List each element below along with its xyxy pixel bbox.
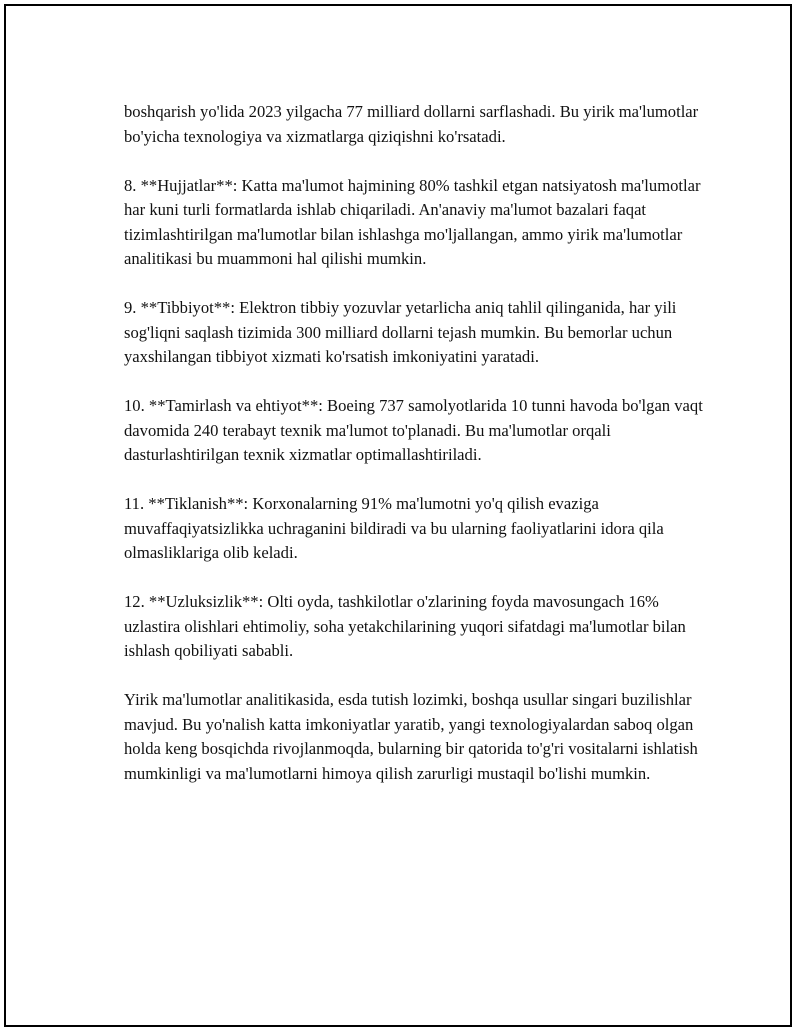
page-frame (4, 4, 792, 1027)
paragraph-intro-continuation: boshqarish yo'lida 2023 yilgacha 77 milliard dollarni sarflashadi. Bu yirik ma'lumotlar bo'yicha texnologiya va xizmatlarga qiziqishni ko'rsatadi. (124, 102, 699, 146)
paragraph-item-10-maintenance: 10. **Tamirlash va ehtiyot**: Boeing 737 samolyotlarida 10 tunni havoda bo'lgan vaqt davomida 240 terabayt texnik ma'lumot to'planadi. Bu ma'lumotlar orqali dasturlashtirilgan texnik xizmatlar optimallashtiriladi. (124, 396, 703, 464)
paragraph-item-11-recovery: 11. **Tiklanish**: Korxonalarning 91% ma'lumotni yo'q qilish evaziga muvaffaqiyatsizlikka uchraganini bildiradi va bu ularning faoliyatlarini idora qila olmasliklariga olib keladi. (124, 494, 664, 562)
paragraph-item-8-documents: 8. **Hujjatlar**: Katta ma'lumot hajmining 80% tashkil etgan natsiyatosh ma'lumotlar har kuni turli formatlarda ishlab chiqariladi. An'anaviy ma'lumot bazalari faqat tizimlashtirilgan ma'lumotlar bilan ishlashga mo'ljallangan, ammo yirik ma'lumotlar analitikasi bu muammoni hal qilishi mumkin. (124, 175, 701, 268)
document-body (124, 100, 704, 786)
paragraph-item-9-medicine: 9. **Tibbiyot**: Elektron tibbiy yozuvlar yetarlicha aniq tahlil qilinganida, har yili sog'liqni saqlash tizimida 300 milliard dollarni tejash mumkin. Bu bemorlar uchun yaxshilangan tibbiyot xizmati ko'rsatish imkoniyatini yaratadi. (124, 298, 677, 366)
paragraph-item-12-continuity: 12. **Uzluksizlik**: Olti oyda, tashkilotlar o'zlarining foyda mavosungach 16% uzlastira olishlari ehtimoliy, soha yetakchilarining yuqori sifatdagi ma'lumotlar bilan ishlash qobiliyati sababli. (124, 592, 686, 660)
paragraph-conclusion: Yirik ma'lumotlar analitikasida, esda tutish lozimki, boshqa usullar singari buzilishlar mavjud. Bu yo'nalish katta imkoniyatlar yaratib, yangi texnologiyalardan saboq olgan holda keng bosqichda rivojlanmoqda, bularning bir qatorida to'g'ri vositalarni ishlatish mumkinligi va ma'lumotlarni himoya qilish zarurligi mustaqil bo'lishi mumkin. (124, 690, 698, 783)
